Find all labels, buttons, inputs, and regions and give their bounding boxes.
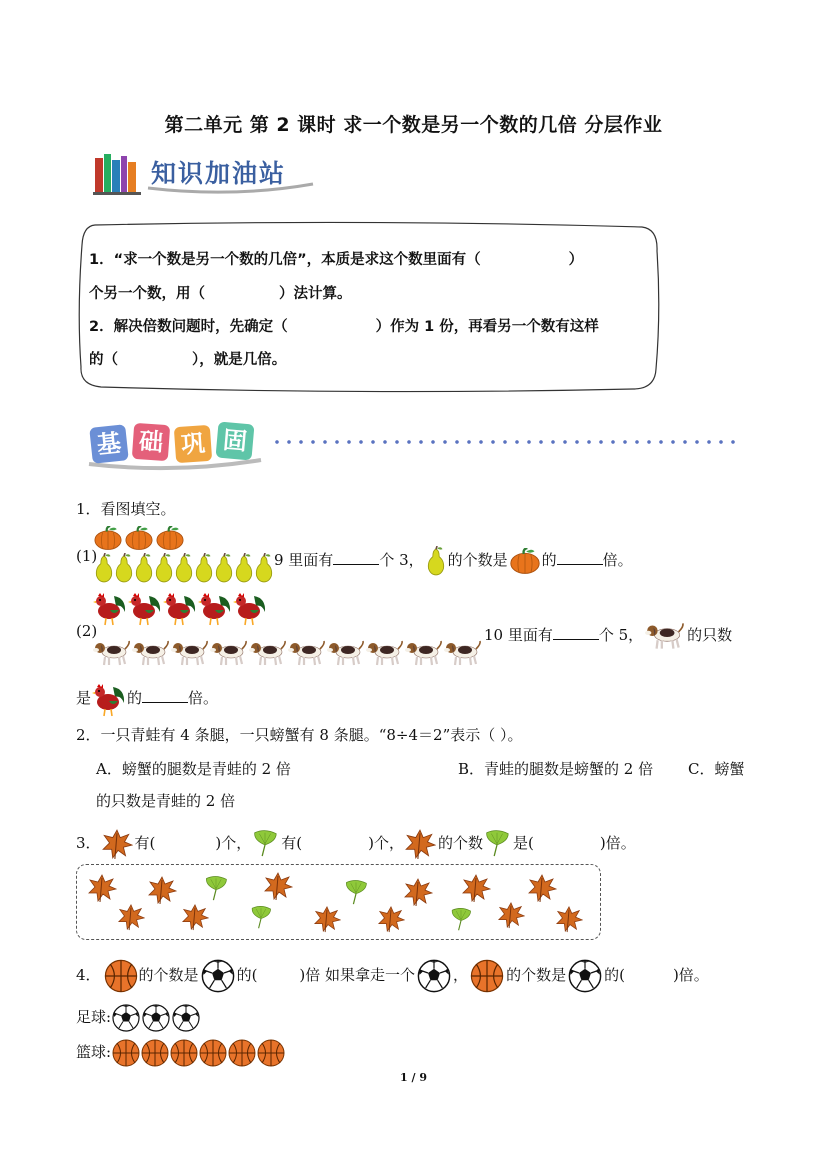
pumpkin-icon [93,526,188,550]
q3-text: 3． 有( )个， 有( )个， 的个数 是( )倍。 [76,828,636,860]
knowledge-line-4: 的（ ），就是几倍。 [89,352,287,368]
pear-icon [93,553,277,583]
q2-stem: 2．一只青蛙有 4 条腿，一只螃蟹有 8 条腿。“8÷4＝2”表示（ ）。 [76,726,523,744]
knowledge-line-1: 1．“求一个数是另一个数的几倍”，本质是求这个数里面有（ ） [89,252,584,268]
q2-option-b[interactable]: B．青蛙的腿数是螃蟹的 2 倍 [458,760,654,778]
football-icon [566,958,604,994]
knowledge-banner-title: 知识加油站 [151,159,287,188]
leaf-group [77,865,600,939]
q1-part2-text-cont: 是 的 倍。 [76,680,218,718]
q1-part1-blank-2[interactable] [557,550,603,565]
basketball-icon [101,958,139,994]
basics-tile-4: 固 [215,421,254,460]
dog-row [92,638,484,672]
pear-icon [424,546,448,576]
q1-stem: 1．看图填空。 [76,500,176,518]
pumpkin-icon [508,548,542,574]
football-icon [111,1003,203,1033]
dog-icon [643,620,687,652]
knowledge-banner [93,150,318,196]
ginkgo-leaf-icon [483,829,513,859]
q1-part2-blank-1[interactable] [553,625,599,640]
rooster-icon [91,680,127,718]
pumpkin-row [93,526,188,554]
football-label: 足球: [76,1008,112,1026]
q2-option-a[interactable]: A．螃蟹的腿数是青蛙的 2 倍 [96,760,291,778]
knowledge-line-2: 个另一个数，用（ ）法计算。 [89,286,352,302]
basketball-icon [111,1038,291,1068]
q1-part1-number: (1) [76,547,98,565]
rooster-icon [92,590,272,626]
knowledge-line-3: 2．解决倍数问题时，先确定（ ）作为 1 份，再看另一个数有这样 [89,319,599,335]
q1-part1-blank-1[interactable] [333,550,379,565]
basics-tile-1: 基 [89,424,129,464]
q4-text: 4． 的个数是 的( )倍 如果拿走一个 ， 的个数是 的( )倍。 [76,958,709,994]
q1-part2-text: 10 里面有 个 5， 的只数 [484,620,732,652]
basketball-icon [468,958,506,994]
basketball-row [76,1038,291,1068]
dotted-divider [271,440,741,444]
q2-option-c[interactable]: C．螃蟹 [688,760,745,778]
football-row [76,1003,203,1033]
football-icon [415,958,453,994]
dog-icon [92,638,484,668]
pear-row [93,553,277,587]
q3-leaf-box [76,864,601,940]
ginkgo-leaf-icon [251,829,281,859]
basics-tile-3: 巩 [174,425,212,463]
basics-tile-2: 础 [132,423,170,461]
knowledge-box [77,221,660,393]
q2-option-c-cont: 的只数是青蛙的 2 倍 [96,792,236,810]
maple-leaf-icon [101,828,135,860]
page-title: 第二单元 第 2 课时 求一个数是另一个数的几倍 分层作业 [164,114,663,136]
football-icon [199,958,237,994]
maple-leaf-icon [404,828,438,860]
q1-part2-number: (2) [76,622,98,640]
q1-part2-blank-2[interactable] [142,688,188,703]
basketball-label: 篮球: [76,1043,112,1061]
q1-part1-text: 9 里面有 个 3， 的个数是 的 倍。 [274,546,633,576]
page-number: 1 / 9 [400,1071,427,1084]
basics-banner [85,420,745,472]
rooster-row [92,590,272,630]
